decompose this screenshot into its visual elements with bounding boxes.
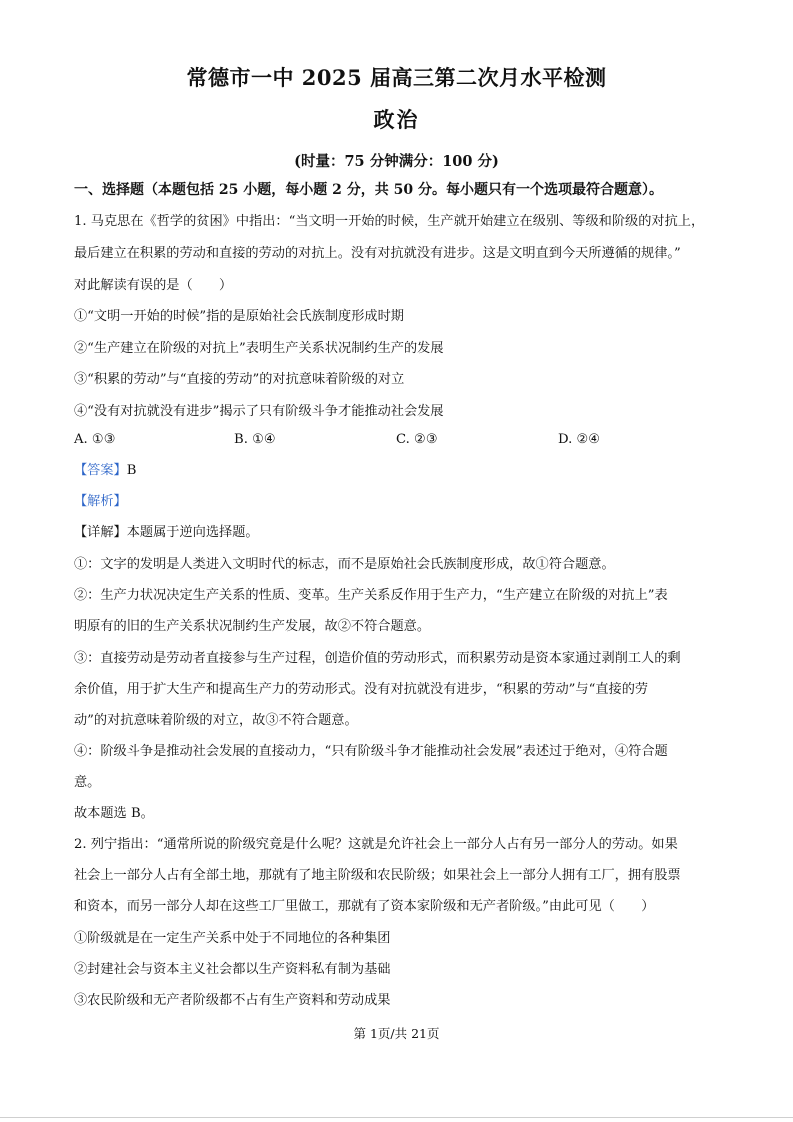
q1-option-b: B. ①④ [234, 432, 276, 447]
q2-stem-line-1: 2. 列宁指出：“通常所说的阶级究竟是什么呢？这就是允许社会上一部分人占有另一部分人的劳动。如果 [74, 837, 678, 852]
page-bottom-divider [0, 1117, 793, 1118]
q1-stem-line-2: 最后建立在积累的劳动和直接的劳动的对抗上。没有对抗就没有进步。这是文明直到今天所遵循的规律。” [74, 246, 681, 261]
analysis-2-line-1: ②：生产力状况决定生产关系的性质、变革。生产关系反作用于生产力，“生产建立在阶级的对抗上”表 [74, 588, 668, 603]
analysis-tag: 【解析】 [74, 494, 127, 509]
analysis-2-line-2: 明原有的旧的生产关系状况制约生产发展，故②不符合题意。 [74, 619, 431, 634]
subject-title: 政治 [373, 107, 420, 132]
q1-statement-4: ④“没有对抗就没有进步”揭示了只有阶级斗争才能推动社会发展 [74, 404, 444, 419]
q2-statement-3: ③农民阶级和无产者阶级都不占有生产资料和劳动成果 [74, 993, 391, 1008]
q1-statement-2: ②“生产建立在阶级的对抗上”表明生产关系状况制约生产的发展 [74, 341, 444, 356]
time-info: (时量：75 分钟满分：100 分) [294, 153, 499, 170]
q1-statement-3: ③“积累的劳动”与“直接的劳动”的对抗意味着阶级的对立 [74, 372, 405, 387]
exam-title: 常德市一中 2025 届高三第二次月水平检测 [186, 65, 607, 90]
detail-line: 【详解】本题属于逆向选择题。 [74, 525, 259, 540]
answer-value: B [126, 463, 137, 478]
q1-statement-1: ①“文明一开始的时候”指的是原始社会氏族制度形成时期 [74, 309, 404, 324]
analysis-3-line-2: 余价值，用于扩大生产和提高生产力的劳动形式。没有对抗就没有进步，“积累的劳动”与“直接的劳 [74, 682, 649, 697]
analysis-3-line-1: ③：直接劳动是劳动者直接参与生产过程，创造价值的劳动形式，而积累劳动是资本家通过剥削工人的剩 [74, 651, 681, 666]
q2-statement-2: ②封建社会与资本主义社会都以生产资料私有制为基础 [74, 962, 391, 977]
q1-answer-row [74, 461, 734, 481]
analysis-4-line-2: 意。 [74, 775, 101, 790]
section-heading: 一、选择题（本题包括 25 小题，每小题 2 分，共 50 分。每小题只有一个选项最符合题意）。 [74, 182, 663, 198]
q2-stem-line-3: 和资本，而另一部分人却在这些工厂里做工，那就有了资本家阶级和无产者阶级。”由此可见（ ） [74, 899, 655, 914]
page-footer: 第 1页/共 21页 [353, 1026, 440, 1041]
q1-stem-line-1: 1. 马克思在《哲学的贫困》中指出：“当文明一开始的时候，生产就开始建立在级别、等级和阶级的对抗上， [74, 214, 705, 229]
answer-tag: 【答案】 [74, 463, 127, 478]
q2-statement-1: ①阶级就是在一定生产关系中处于不同地位的各种集团 [74, 931, 391, 946]
analysis-4-line-1: ④：阶级斗争是推动社会发展的直接动力，“只有阶级斗争才能推动社会发展”表述过于绝对，④符合题 [74, 744, 668, 759]
q1-stem-line-3: 对此解读有误的是（ ） [74, 278, 233, 293]
q1-option-a: A. ①③ [74, 432, 116, 447]
q2-stem-line-2: 社会上一部分人占有全部土地，那就有了地主阶级和农民阶级；如果社会上一部分人拥有工厂，拥有股票 [74, 868, 681, 883]
analysis-3-line-3: 动”的对抗意味着阶级的对立，故③不符合题意。 [74, 713, 358, 728]
analysis-1: ①：文字的发明是人类进入文明时代的标志，而不是原始社会氏族制度形成，故①符合题意。 [74, 557, 615, 572]
q1-option-c: C. ②③ [396, 432, 438, 447]
q1-option-d: D. ②④ [558, 432, 601, 447]
conclusion-line: 故本题选 B。 [74, 806, 154, 821]
